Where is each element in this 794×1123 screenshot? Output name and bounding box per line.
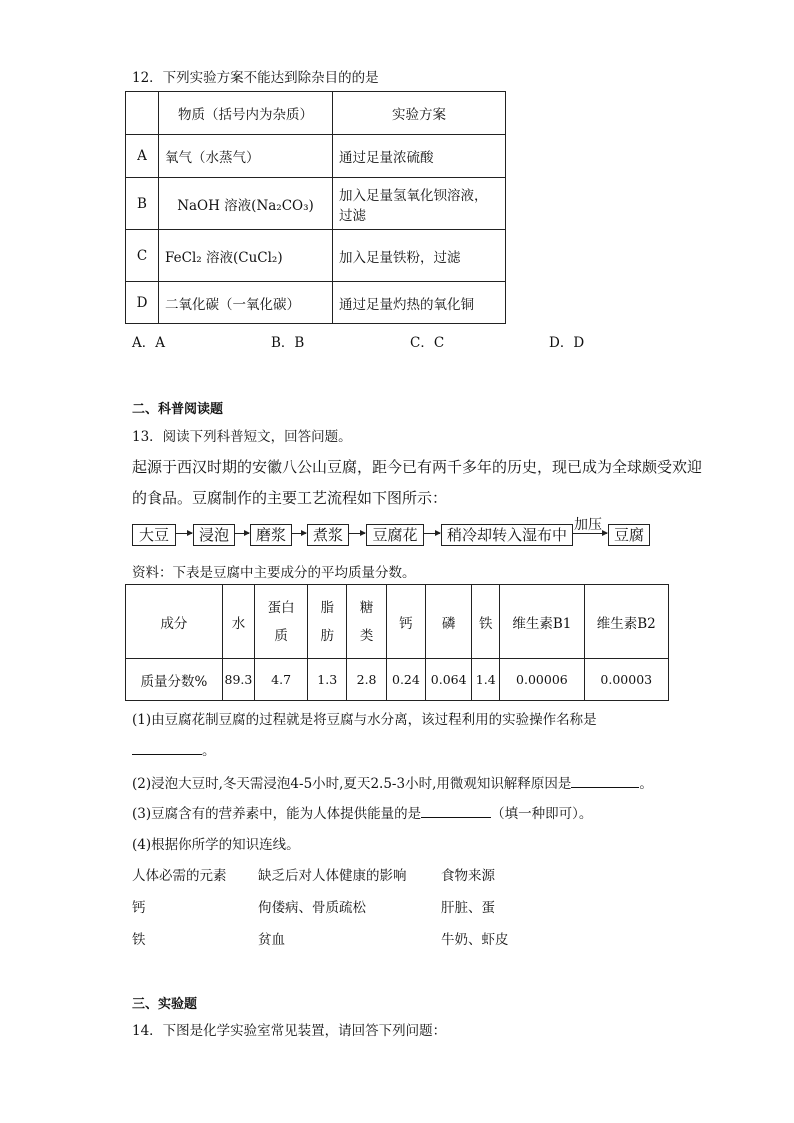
- flow-step-grind: 磨浆: [250, 524, 292, 546]
- match-col2-header: 缺乏后对人体健康的影响: [258, 868, 407, 884]
- table-header: 蛋白质: [255, 585, 308, 659]
- q12-row-letter: B: [126, 178, 159, 230]
- flow-arrow: [234, 533, 249, 534]
- q12-header-method: 实验方案: [333, 92, 506, 135]
- q12-header-substance: 物质（括号内为杂质）: [159, 92, 333, 135]
- material-note: 资料：下表是豆腐中主要成分的平均质量分数。: [132, 565, 416, 581]
- match-item[interactable]: 贫血: [258, 932, 285, 948]
- q13-paragraph: 起源于西汉时期的安徽八公山豆腐，距今已有两千多年的历史，现已成为全球颇受欢迎: [132, 458, 703, 476]
- match-item[interactable]: 肝脏、蛋: [441, 900, 495, 916]
- q12-row-method: 通过足量浓硫酸: [333, 135, 506, 178]
- flow-step-cool: 稍冷却转入湿布中: [441, 524, 573, 546]
- match-col1-header: 人体必需的元素: [132, 868, 227, 884]
- flow-arrow: [291, 533, 306, 534]
- table-header: 钙: [386, 585, 425, 659]
- match-item[interactable]: 铁: [132, 932, 146, 948]
- sub-question-4: (4)根据你所学的知识连线。: [132, 837, 300, 853]
- answer-blank[interactable]: [421, 803, 491, 818]
- sub-question-1-answer: [132, 739, 216, 759]
- flow-step-tofu-pudding: 豆腐花: [366, 524, 424, 546]
- sub-question-3-text: (3)豆腐含有的营养素中，能为人体提供能量的是: [132, 806, 422, 822]
- sub-question-1-end: 。: [202, 743, 216, 759]
- table-header: 磷: [426, 585, 472, 659]
- q12-table: [125, 91, 506, 324]
- table-header: 铁: [472, 585, 500, 659]
- q12-row-substance: 二氧化碳（一氧化碳）: [159, 282, 333, 324]
- match-col3-header: 食物来源: [441, 868, 495, 884]
- section-heading: 三、实验题: [132, 997, 198, 1012]
- answer-blank[interactable]: [571, 773, 639, 788]
- q12-title: 12．下列实验方案不能达到除杂目的的是: [132, 70, 379, 86]
- table-cell: 0.24: [386, 659, 425, 701]
- q13-title: 13．阅读下列科普短文，回答问题。: [132, 429, 352, 445]
- table-cell: 89.3: [222, 659, 254, 701]
- table-header: 脂肪: [308, 585, 347, 659]
- sub-question-3-end: （填一种即可）。: [491, 806, 593, 822]
- flow-arrow: [348, 533, 365, 534]
- sub-question-3: [132, 802, 592, 822]
- table-header: 糖类: [347, 585, 386, 659]
- section-heading: 二、科普阅读题: [132, 402, 224, 417]
- option-b[interactable]: B．B: [271, 335, 305, 351]
- sub-question-1: (1)由豆腐花制豆腐的过程就是将豆腐与水分离，该过程利用的实验操作名称是: [132, 712, 597, 728]
- q13-paragraph: 的食品。豆腐制作的主要工艺流程如下图所示：: [132, 489, 448, 507]
- flow-step-soak: 浸泡: [193, 524, 235, 546]
- match-item[interactable]: 牛奶、虾皮: [441, 932, 509, 948]
- flow-step-soybean: 大豆: [132, 524, 176, 546]
- flow-arrow: [572, 533, 607, 534]
- table-cell: 1.4: [472, 659, 500, 701]
- flow-arrow: [175, 533, 192, 534]
- q12-row-substance: FeCl₂ 溶液(CuCl₂): [159, 230, 333, 282]
- q12-row-letter: A: [126, 135, 159, 178]
- q12-row-method: 通过足量灼热的氧化铜: [333, 282, 506, 324]
- table-header: 成分: [126, 585, 223, 659]
- table-header: 水: [222, 585, 254, 659]
- option-c[interactable]: C．C: [410, 335, 445, 351]
- flow-label-press: 加压: [574, 517, 602, 533]
- table-cell: 1.3: [308, 659, 347, 701]
- q12-row-substance: NaOH 溶液(Na₂CO₃): [159, 178, 333, 230]
- flow-step-boil: 煮浆: [307, 524, 349, 546]
- table-cell: 0.064: [426, 659, 472, 701]
- sub-question-2: [132, 772, 653, 792]
- table-cell: 0.00003: [584, 659, 668, 701]
- q12-row-letter: D: [126, 282, 159, 324]
- q14-title: 14．下图是化学实验室常见装置，请回答下列问题：: [132, 1023, 447, 1039]
- table-row-label: 质量分数%: [126, 659, 223, 701]
- q12-row-method: 加入足量氢氧化钡溶液，过滤: [333, 178, 506, 230]
- sub-question-2-end: 。: [639, 776, 653, 792]
- q12-row-method: 加入足量铁粉，过滤: [333, 230, 506, 282]
- q12-row-substance: 氧气（水蒸气）: [159, 135, 333, 178]
- table-header: 维生素B1: [500, 585, 584, 659]
- composition-table: [125, 584, 669, 701]
- match-item[interactable]: 佝偻病、骨质疏松: [258, 900, 366, 916]
- option-a[interactable]: A．A: [132, 335, 165, 351]
- table-cell: 2.8: [347, 659, 386, 701]
- option-d[interactable]: D．D: [549, 335, 585, 351]
- sub-question-2-text: (2)浸泡大豆时,冬天需浸泡4-5小时,夏天2.5-3小时,用微观知识解释原因是: [132, 776, 572, 792]
- table-header: 维生素B2: [584, 585, 668, 659]
- q12-row-letter: C: [126, 230, 159, 282]
- table-cell: 4.7: [255, 659, 308, 701]
- table-cell: 0.00006: [500, 659, 584, 701]
- flow-arrow: [423, 533, 440, 534]
- answer-blank[interactable]: [132, 740, 202, 755]
- match-item[interactable]: 钙: [132, 900, 146, 916]
- flow-step-tofu: 豆腐: [608, 524, 650, 546]
